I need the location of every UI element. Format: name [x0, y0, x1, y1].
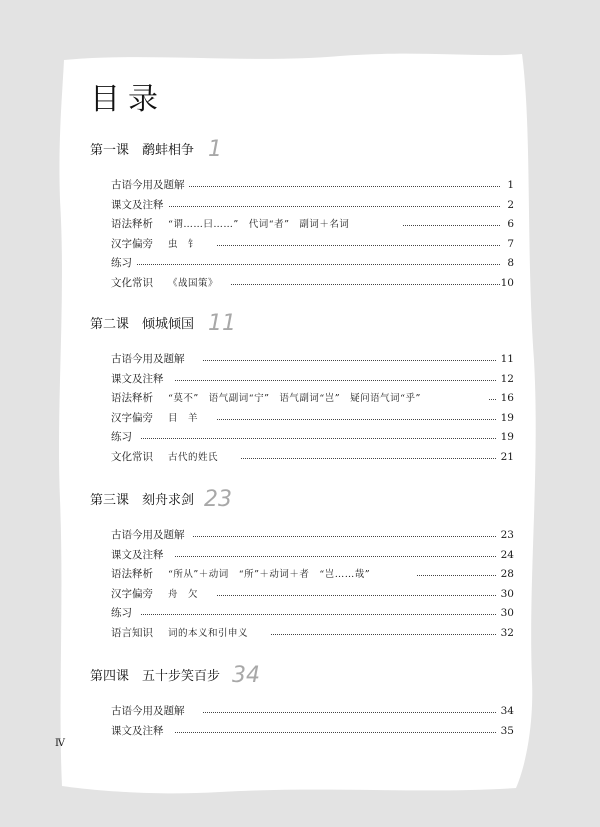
toc-entry[interactable]: [111, 254, 514, 274]
entry-topic: 目 羊: [168, 412, 199, 424]
lesson-number: 第四课: [90, 669, 130, 684]
entry-topic: “所从”＋动词 “所”＋动词＋者 “岂……哉”: [168, 569, 371, 581]
entry-topic: 舟 欠: [168, 588, 199, 600]
leader-dots: [271, 634, 496, 635]
entry-category: 课文及注释: [111, 548, 164, 561]
entry-page: 8: [507, 257, 514, 270]
entry-page: 16: [500, 392, 514, 405]
leader-dots: [417, 575, 496, 576]
entry-page: 24: [500, 548, 514, 561]
toc-entry[interactable]: [111, 702, 514, 722]
leader-dots: [231, 284, 500, 285]
leader-dots: [141, 614, 496, 615]
toc-entry[interactable]: [111, 370, 514, 390]
entry-category: 文化常识: [111, 450, 153, 463]
entry-category: 古语今用及题解: [111, 705, 185, 717]
lesson-heading: [90, 302, 520, 338]
toc-entry[interactable]: [111, 235, 514, 255]
toc-entry[interactable]: [111, 585, 514, 605]
entry-category: 古语今用及题解: [111, 529, 185, 541]
entry-category: 语法释析: [111, 392, 153, 405]
toc-entry[interactable]: [111, 389, 514, 409]
lesson-title: 刻舟求剑: [142, 493, 195, 508]
entry-page: 30: [500, 607, 514, 620]
lesson-block: [90, 654, 520, 741]
lesson-heading: [90, 478, 520, 514]
entry-category: 练习: [111, 431, 132, 444]
leader-dots: [241, 458, 496, 459]
lesson-title: 鹬蚌相争: [142, 143, 195, 158]
entry-page: 7: [507, 237, 514, 250]
entry-page: 21: [500, 450, 514, 463]
leader-dots: [217, 245, 500, 246]
entry-category: 语法释析: [111, 568, 153, 581]
page-number-label: Ⅳ: [55, 738, 65, 749]
entry-category: 古语今用及题解: [111, 353, 185, 365]
leader-dots: [141, 438, 496, 439]
entry-topic: 虫 钅: [168, 238, 199, 250]
entry-topic: 《战国策》: [168, 277, 219, 289]
toc-entry[interactable]: [111, 722, 514, 742]
lesson-number: 第三课: [90, 493, 130, 508]
entry-page: 30: [500, 587, 514, 600]
leader-dots: [203, 360, 496, 361]
leader-dots: [137, 264, 500, 265]
leader-dots: [203, 712, 496, 713]
toc-entries: [90, 176, 520, 294]
entry-page: 32: [500, 626, 514, 639]
entry-page: 35: [500, 724, 514, 737]
leader-dots: [403, 225, 500, 226]
lesson-heading: [90, 128, 520, 164]
lesson-number: 第二课: [90, 317, 130, 332]
toc-entry[interactable]: [111, 448, 514, 468]
entry-page: 19: [500, 431, 514, 444]
leader-dots: [217, 419, 496, 420]
toc-entry[interactable]: [111, 546, 514, 566]
entry-page: 12: [500, 372, 514, 385]
entry-category: 汉字偏旁: [111, 411, 153, 424]
lesson-number: 第一课: [90, 143, 130, 158]
leader-dots: [175, 732, 496, 733]
toc-entry[interactable]: [111, 604, 514, 624]
toc-entry[interactable]: [111, 624, 514, 644]
entry-category: 汉字偏旁: [111, 237, 153, 250]
entry-page: 10: [500, 276, 514, 289]
toc-entry[interactable]: [111, 409, 514, 429]
entry-page: 1: [507, 179, 514, 191]
leader-dots: [193, 536, 496, 537]
leader-dots: [189, 186, 500, 187]
leader-dots: [169, 206, 500, 207]
entry-category: 文化常识: [111, 276, 153, 289]
entry-topic: 古代的姓氏: [168, 451, 219, 463]
toc-entry[interactable]: [111, 274, 514, 294]
lesson-title: 倾城倾国: [142, 317, 195, 332]
toc-entries: [90, 350, 520, 468]
lesson-block: [90, 128, 520, 294]
leader-dots: [217, 595, 496, 596]
lesson-start-page: 11: [208, 311, 236, 336]
toc-entry[interactable]: [111, 196, 514, 216]
entry-category: 课文及注释: [111, 724, 164, 737]
lesson-start-page: 34: [232, 663, 260, 688]
toc-entries: [90, 702, 520, 741]
leader-dots: [489, 399, 496, 400]
leader-dots: [175, 556, 496, 557]
toc-entries: [90, 526, 520, 644]
entry-category: 语法释析: [111, 218, 153, 231]
entry-page: 23: [500, 529, 514, 541]
entry-category: 练习: [111, 607, 132, 620]
leader-dots: [175, 380, 496, 381]
entry-page: 28: [500, 568, 514, 581]
toc-entry[interactable]: [111, 215, 514, 235]
page-title: 目录: [90, 82, 166, 117]
lesson-start-page: 1: [208, 137, 222, 162]
lesson-start-page: 23: [204, 487, 232, 512]
lesson-block: [90, 478, 520, 644]
entry-page: 11: [500, 353, 514, 365]
entry-topic: “莫不” 语气副词“宁” 语气副词“岂” 疑问语气词“乎”: [168, 393, 421, 405]
entry-category: 课文及注释: [111, 198, 164, 211]
entry-page: 6: [507, 218, 514, 231]
toc-entry[interactable]: [111, 565, 514, 585]
entry-page: 19: [500, 411, 514, 424]
entry-category: 练习: [111, 257, 132, 270]
lesson-title: 五十步笑百步: [142, 669, 221, 684]
toc-entry[interactable]: [111, 428, 514, 448]
entry-topic: 词的本义和引申义: [168, 627, 249, 639]
lesson-block: [90, 302, 520, 468]
entry-category: 课文及注释: [111, 372, 164, 385]
entry-page: 34: [500, 705, 514, 717]
lesson-heading: [90, 654, 520, 690]
entry-page: 2: [507, 198, 514, 211]
toc-entry[interactable]: [111, 350, 514, 370]
entry-category: 古语今用及题解: [111, 179, 185, 191]
entry-topic: “谓……曰……” 代词“者” 副词＋名词: [168, 219, 350, 231]
toc-entry[interactable]: [111, 526, 514, 546]
entry-category: 语言知识: [111, 626, 153, 639]
toc-entry[interactable]: [111, 176, 514, 196]
entry-category: 汉字偏旁: [111, 587, 153, 600]
